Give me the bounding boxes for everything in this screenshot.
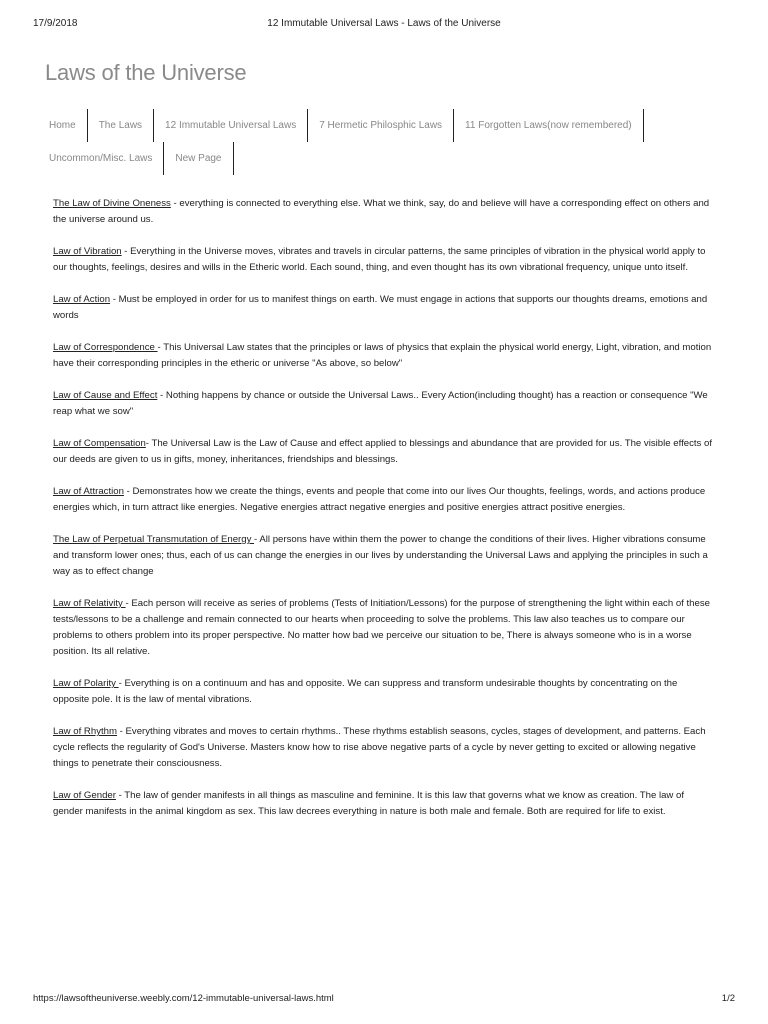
- law-link[interactable]: Law of Correspondence: [53, 342, 158, 353]
- law-description: - The law of gender manifests in all things as masculine and feminine. It is this law that governs what we know as creation. The law of gender manifests in the animal kingdom as sex. This law decrees everything in nature is both male and female. Both are required for life to exist.: [53, 790, 685, 817]
- law-link[interactable]: Law of Rhythm: [53, 726, 117, 737]
- law-description: - This Universal Law states that the principles or laws of physics that explain the physical world energy, Light, vibration, and motion have their corresponding principles in the etheric or universe "As above, so below": [53, 342, 712, 369]
- law-attraction: [53, 484, 715, 516]
- law-link[interactable]: Law of Cause and Effect: [53, 390, 158, 401]
- law-divine-oneness: [53, 196, 715, 228]
- law-rhythm: [53, 724, 715, 772]
- main-navigation: [38, 109, 728, 175]
- law-description: - Demonstrates how we create the things, events and people that come into our lives Our thoughts, feelings, words, and actions produce energies which, in turn attract like energies. Negative energies attract negative energies and positive energies attract positive energies.: [53, 486, 706, 513]
- law-link[interactable]: Law of Compensation: [53, 438, 146, 449]
- law-cause-and-effect: [53, 388, 715, 420]
- law-link[interactable]: Law of Gender: [53, 790, 116, 801]
- print-footer-url: https://lawsoftheuniverse.weebly.com/12-immutable-universal-laws.html: [33, 993, 334, 1004]
- nav-item-11-forgotten-laws[interactable]: 11 Forgotten Laws(now remembered): [454, 109, 644, 142]
- law-link[interactable]: Law of Vibration: [53, 246, 122, 257]
- print-page-title: 12 Immutable Universal Laws - Laws of the Universe: [267, 18, 501, 29]
- law-link[interactable]: Law of Attraction: [53, 486, 124, 497]
- law-link[interactable]: Law of Action: [53, 294, 111, 305]
- law-description: - The Universal Law is the Law of Cause and effect applied to blessings and abundance that are provided for us. The visible effects of our deeds are given to us in gifts, money, inheritances, friendships and blessings.: [53, 438, 712, 465]
- law-description: - Everything is on a continuum and has and opposite. We can suppress and transform undesirable thoughts by concentrating on the opposite pole. It is the law of mental vibrations.: [53, 678, 678, 705]
- law-description: - Nothing happens by chance or outside the Universal Laws.. Every Action(including thought) has a reaction or consequence "We reap what we sow": [53, 390, 708, 417]
- law-description: - All persons have within them the power to change the conditions of their lives. Higher vibrations consume and transform lower ones; thus, each of us can change the energies in our lives by understanding the Universal Laws and applying the principles in such a way as to effect change: [53, 534, 708, 577]
- nav-item-home[interactable]: Home: [38, 109, 88, 142]
- nav-item-the-laws[interactable]: The Laws: [88, 109, 154, 142]
- print-page-number: 1/2: [721, 993, 735, 1004]
- law-link[interactable]: The Law of Divine Oneness: [53, 198, 171, 209]
- law-action: [53, 292, 715, 324]
- law-relativity: [53, 596, 715, 660]
- site-title[interactable]: Laws of the Universe: [45, 60, 247, 85]
- law-description: - Must be employed in order for us to manifest things on earth. We must engage in actions that supports our thoughts dreams, emotions and words: [53, 294, 708, 321]
- law-description: - everything is connected to everything else. What we think, say, do and believe will have a corresponding effect on others and the universe around us.: [53, 198, 710, 225]
- laws-content: [53, 196, 715, 836]
- law-perpetual-transmutation: [53, 532, 715, 580]
- law-description: - Everything vibrates and moves to certain rhythms.. These rhythms establish seasons, cycles, stages of development, and patterns. Each cycle reflects the regularity of God's Universe. Masters know how to rise above negative parts of a cycle by never getting to excited or allowing negative things to penetrate their consciousness.: [53, 726, 706, 769]
- law-polarity: [53, 676, 715, 708]
- law-description: - Each person will receive as series of problems (Tests of Initiation/Lessons) for the purpose of strengthening the light within each of these tests/lessons to be a challenge and remain connected to our hearts when proceeding to solve the problems. This law also teaches us to compare our problems to others problem into its proper perspective. No matter how bad we perceive our situation to be, There is always someone who is in a worse position. Its all relative.: [53, 598, 710, 657]
- law-link[interactable]: Law of Relativity: [53, 598, 126, 609]
- law-description: - Everything in the Universe moves, vibrates and travels in circular patterns, the same principles of vibration in the physical world apply to our thoughts, feelings, desires and wills in the Etheric world. Each sound, thing, and even thought has its own vibrational frequency, unique unto itself.: [53, 246, 706, 273]
- law-correspondence: [53, 340, 715, 372]
- nav-row: [38, 109, 728, 142]
- nav-row: [38, 142, 728, 175]
- law-link[interactable]: Law of Polarity: [53, 678, 119, 689]
- law-compensation: [53, 436, 715, 468]
- law-vibration: [53, 244, 715, 276]
- law-gender: [53, 788, 715, 820]
- nav-item-12-immutable-universal-laws[interactable]: 12 Immutable Universal Laws: [154, 109, 308, 142]
- law-link[interactable]: The Law of Perpetual Transmutation of Energy: [53, 534, 255, 545]
- nav-item-new-page[interactable]: New Page: [164, 142, 233, 175]
- nav-item-uncommon-misc-laws[interactable]: Uncommon/Misc. Laws: [38, 142, 164, 175]
- print-date: 17/9/2018: [33, 18, 78, 29]
- nav-item-7-hermetic-laws[interactable]: 7 Hermetic Philosphic Laws: [308, 109, 454, 142]
